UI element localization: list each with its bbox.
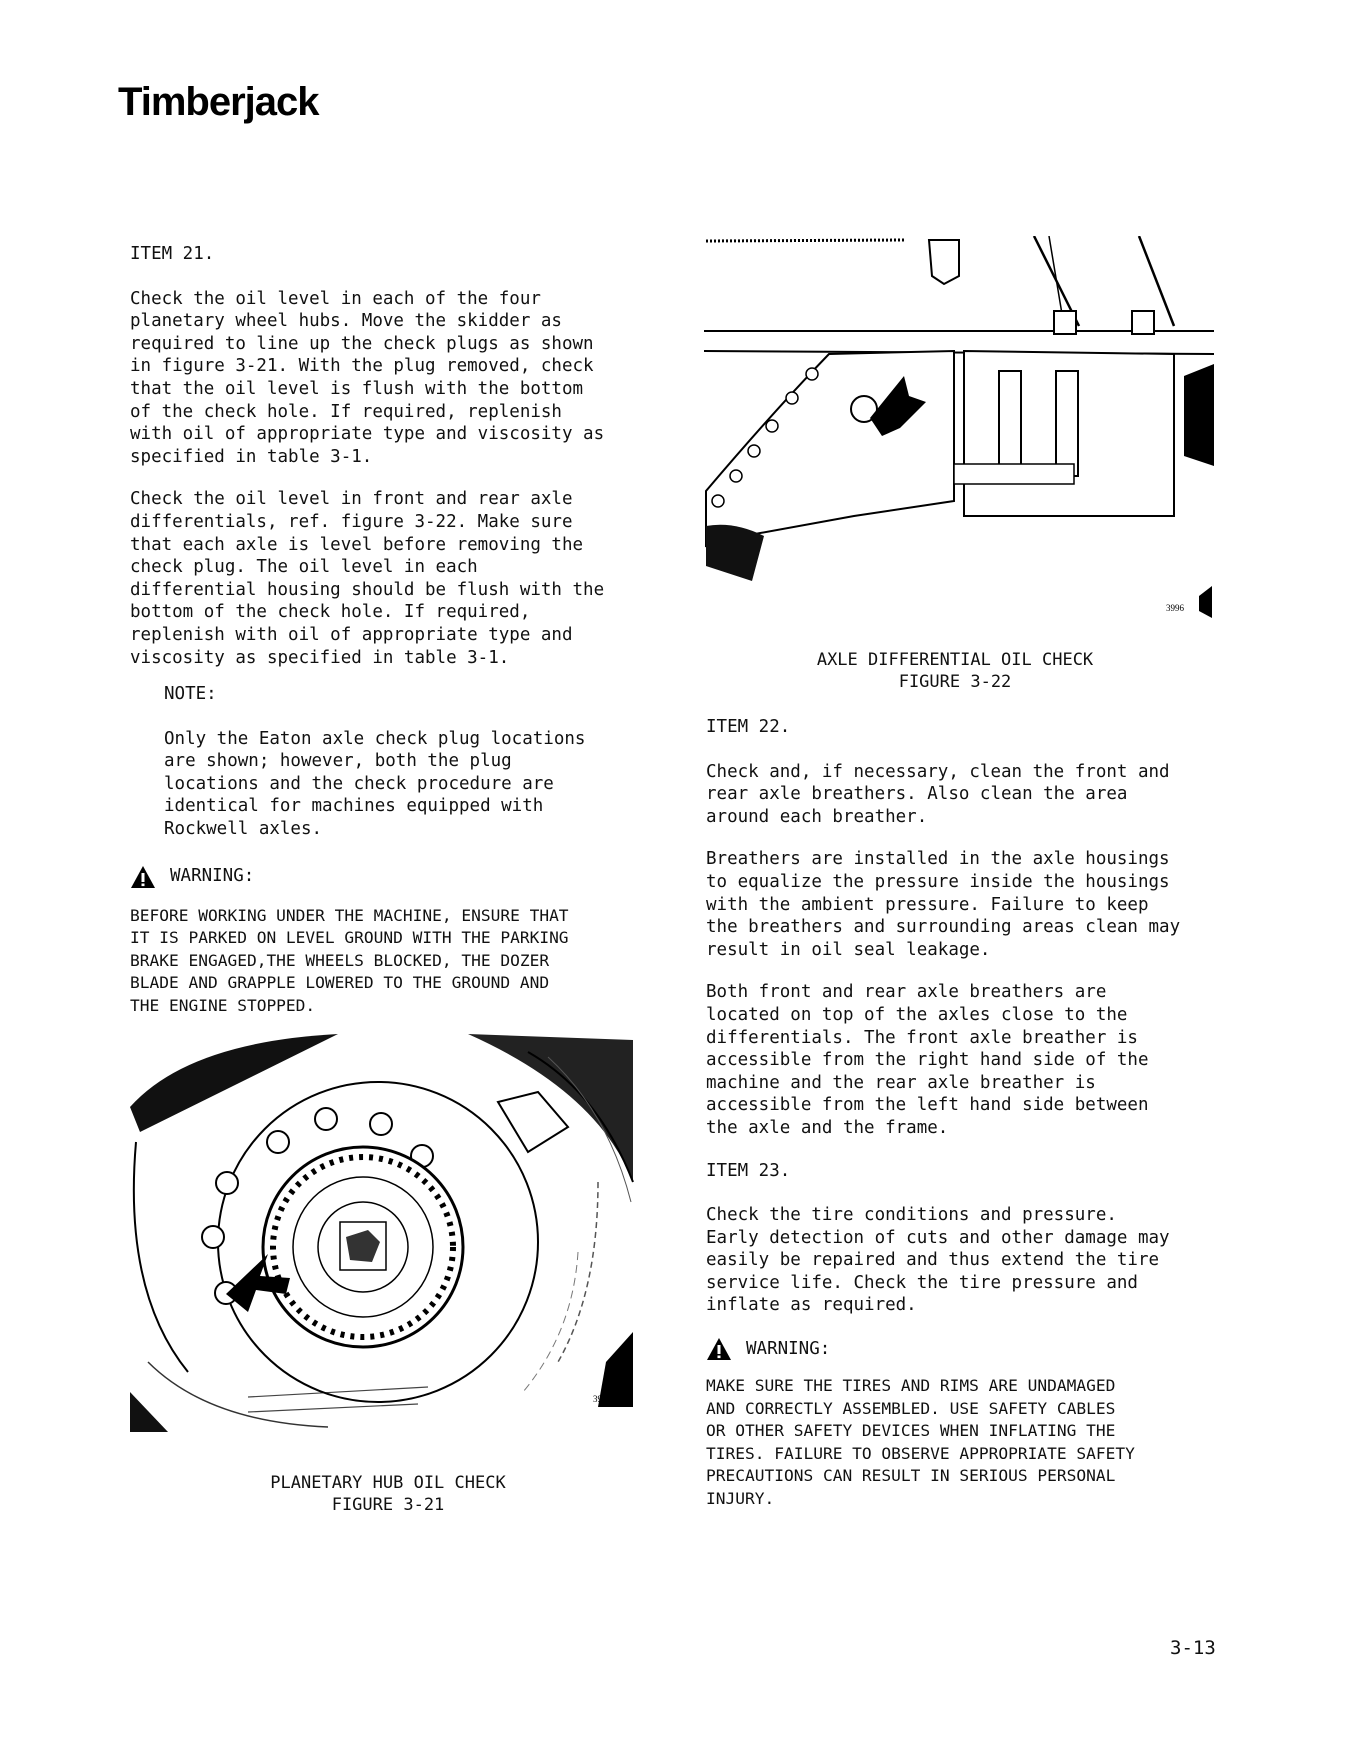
warning-triangle-icon <box>130 865 156 889</box>
item21-paragraph-2: Check the oil level in front and rear axle differentials, ref. figure 3-22. Make sure that each axle is level before removing the check plug. The oil level in each differential housing should be flush with the bottom of the check hole. If required, replenish with oil of appropriate type and viscosity as specified in table 3-1. <box>130 489 605 668</box>
item22-heading: ITEM 22. <box>706 717 791 737</box>
planetary-hub-illustration <box>128 1032 638 1462</box>
figure-3-22-number: FIGURE 3-22 <box>898 672 1012 692</box>
figure-3-22-caption <box>770 649 1140 693</box>
brand-logo: Timberjack <box>118 80 319 124</box>
warning-triangle-icon <box>706 1337 732 1361</box>
item23-heading: ITEM 23. <box>706 1160 791 1181</box>
figure-3-21-title: PLANETARY HUB OIL CHECK <box>270 1473 506 1493</box>
note-label: NOTE: <box>164 684 217 705</box>
item22-paragraph-2: Breathers are installed in the axle housings to equalize the pressure inside the housings with the ambient pressure. Failure to keep the breathers and surrounding areas clean may result in oil seal leakage. <box>706 849 1181 960</box>
item22-paragraph-3: Both front and rear axle breathers are located on top of the axles close to the differentials. The front axle breather is accessible from the right hand side of the machine and the rear axle breather is accessible from the left hand side between the axle and the frame. <box>706 982 1149 1138</box>
item21-paragraph-1: Check the oil level in each of the four planetary wheel hubs. Move the skidder as required to line up the check plugs as shown in figure 3-21. With the plug removed, check that the oil level is flush with the bottom of the check hole. If required, replenish with oil of appropriate type and viscosity as specified in table 3-1. <box>130 288 605 467</box>
warning-label: WARNING: <box>170 866 255 887</box>
figure-3-21-tag: 3995 <box>593 1394 611 1404</box>
left-column <box>130 243 650 1018</box>
warning-heading-2 <box>706 1337 1226 1361</box>
figure-3-21-number: FIGURE 3-21 <box>331 1495 445 1515</box>
figure-3-22-title: AXLE DIFFERENTIAL OIL CHECK <box>816 650 1094 670</box>
item22-paragraph-1: Check and, if necessary, clean the front and rear axle breathers. Also clean the area around each breather. <box>706 761 1170 827</box>
item21-heading: ITEM 21. <box>130 244 215 264</box>
warning-text-2: MAKE SURE THE TIRES AND RIMS ARE UNDAMAGED AND CORRECTLY ASSEMBLED. USE SAFETY CABLES OR OTHER SAFETY DEVICES WHEN INFLATING THE TIRES. FAILURE TO OBSERVE APPROPRIATE SAFETY PRECAUTIONS CAN RESULT IN SERIOUS PERSONAL INJURY. <box>706 1376 1135 1509</box>
page-number: 3-13 <box>1170 1637 1216 1659</box>
warning-label-2: WARNING: <box>746 1338 831 1359</box>
warning-heading <box>130 865 650 889</box>
item23-paragraph-1: Check the tire conditions and pressure. Early detection of cuts and other damage may easily be repaired and thus extend the tire service life. Check the tire pressure and inflate as required. <box>706 1205 1170 1316</box>
right-column <box>706 716 1226 1511</box>
figure-3-21-caption <box>243 1472 533 1516</box>
note-text: Only the Eaton axle check plug locations are shown; however, both the plug locations and the check procedure are identical for machines equipped with Rockwell axles. <box>164 728 586 840</box>
warning-text: BEFORE WORKING UNDER THE MACHINE, ENSURE THAT IT IS PARKED ON LEVEL GROUND WITH THE PARKING BRAKE ENGAGED,THE WHEELS BLOCKED, THE DOZER BLADE AND GRAPPLE LOWERED TO THE GROUND AND THE ENGINE STOPPED. <box>130 905 569 1016</box>
axle-differential-illustration <box>704 236 1214 651</box>
figure-3-22-tag: 3996 <box>1166 603 1184 613</box>
